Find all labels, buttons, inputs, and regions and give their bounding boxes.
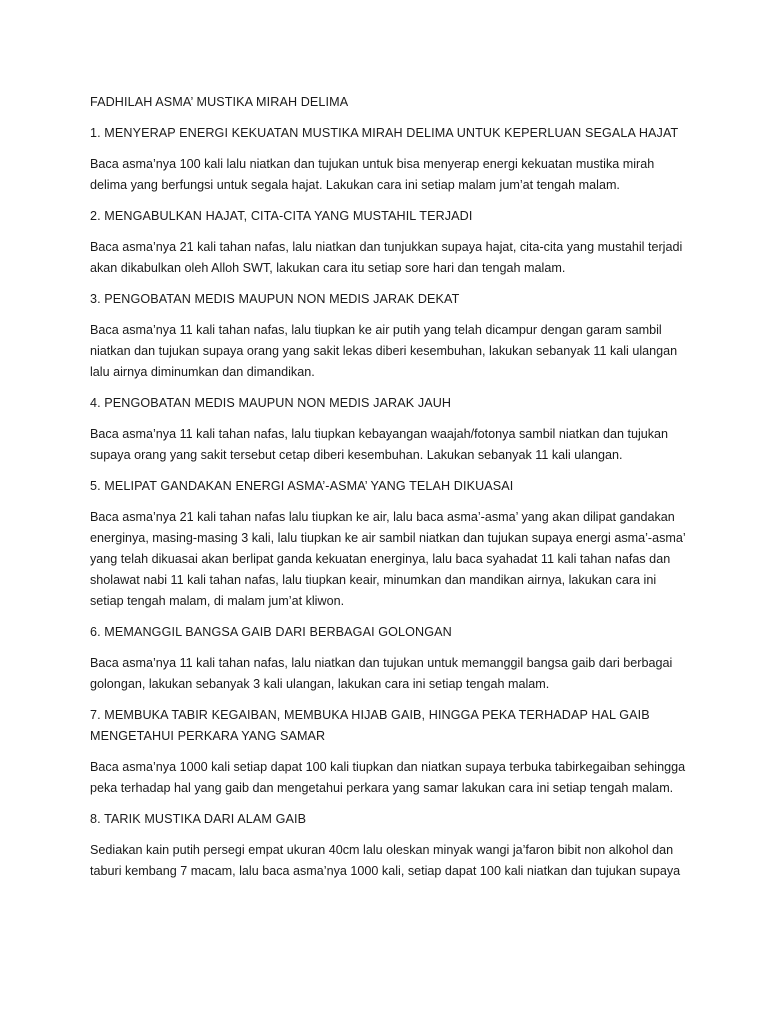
section-body-3: Baca asma’nya 11 kali tahan nafas, lalu tiupkan ke air putih yang telah dicampur dengan garam sambil niatkan dan tujukan supaya orang yang sakit lekas diberi kesembuhan, lakukan sebanyak 11 kali ulangan lalu airnya diminumkan dan dimandikan. bbox=[90, 323, 678, 379]
section-body-8: Sediakan kain putih persegi empat ukuran 40cm lalu oleskan minyak wangi ja’faron bibit non alkohol dan taburi kembang 7 macam, lalu baca asma’nya 1000 kali, setiap dapat 100 kali niatkan dan tujukan supaya bbox=[90, 843, 681, 878]
document-title: FADHILAH ASMA’ MUSTIKA MIRAH DELIMA bbox=[90, 95, 349, 109]
section-heading-6: 6. MEMANGGIL BANGSA GAIB DARI BERBAGAI GOLONGAN bbox=[90, 625, 452, 639]
section-body-2: Baca asma’nya 21 kali tahan nafas, lalu niatkan dan tunjukkan supaya hajat, cita-cita yang mustahil terjadi akan dikabulkan oleh Alloh SWT, lakukan cara itu setiap sore hari dan tengah malam. bbox=[90, 240, 683, 275]
document-content bbox=[90, 92, 690, 892]
section-heading-3: 3. PENGOBATAN MEDIS MAUPUN NON MEDIS JARAK DEKAT bbox=[90, 292, 460, 306]
section-heading-2: 2. MENGABULKAN HAJAT, CITA-CITA YANG MUSTAHIL TERJADI bbox=[90, 209, 473, 223]
section-body-6: Baca asma’nya 11 kali tahan nafas, lalu niatkan dan tujukan untuk memanggil bangsa gaib dari berbagai golongan, lakukan sebanyak 3 kali ulangan, lakukan cara ini setiap tengah malam. bbox=[90, 656, 673, 691]
section-heading-5: 5. MELIPAT GANDAKAN ENERGI ASMA’-ASMA’ YANG TELAH DIKUASAI bbox=[90, 479, 514, 493]
section-heading-4: 4. PENGOBATAN MEDIS MAUPUN NON MEDIS JARAK JAUH bbox=[90, 396, 452, 410]
section-heading-8: 8. TARIK MUSTIKA DARI ALAM GAIB bbox=[90, 812, 307, 826]
section-body-1: Baca asma’nya 100 kali lalu niatkan dan tujukan untuk bisa menyerap energi kekuatan mustika mirah delima yang berfungsi untuk segala hajat. Lakukan cara ini setiap malam jum’at tengah malam. bbox=[90, 157, 655, 192]
section-body-5: Baca asma’nya 21 kali tahan nafas lalu tiupkan ke air, lalu baca asma’-asma’ yang akan dilipat gandakan energinya, masing-masing 3 kali, lalu tiupkan ke air sambil niatkan dan tujukan supaya energi asma’-asma’ yang telah dikuasai akan berlipat ganda kekuatan energinya, lalu baca syahadat 11 kali tahan nafas dan sholawat nabi 11 kali tahan nafas, lalu tiupkan keair, minumkan dan mandikan airnya, lakukan cara ini setiap tengah malam, di malam jum’at kliwon. bbox=[90, 510, 686, 608]
section-body-4: Baca asma’nya 11 kali tahan nafas, lalu tiupkan kebayangan waajah/fotonya sambil niatkan dan tujukan supaya orang yang sakit tersebut cetap diberi kesembuhan. Lakukan sebanyak 11 kali ulangan. bbox=[90, 427, 669, 462]
section-body-7: Baca asma’nya 1000 kali setiap dapat 100 kali tiupkan dan niatkan supaya terbuka tabirkegaiban sehingga peka terhadap hal yang gaib dan mengetahui perkara yang samar lakukan cara ini setiap tengah malam. bbox=[90, 760, 686, 795]
section-heading-7: 7. MEMBUKA TABIR KEGAIBAN, MEMBUKA HIJAB GAIB, HINGGA PEKA TERHADAP HAL GAIB MENGETAHUI PERKARA YANG SAMAR bbox=[90, 708, 650, 743]
section-heading-1: 1. MENYERAP ENERGI KEKUATAN MUSTIKA MIRAH DELIMA UNTUK KEPERLUAN SEGALA HAJAT bbox=[90, 126, 679, 140]
